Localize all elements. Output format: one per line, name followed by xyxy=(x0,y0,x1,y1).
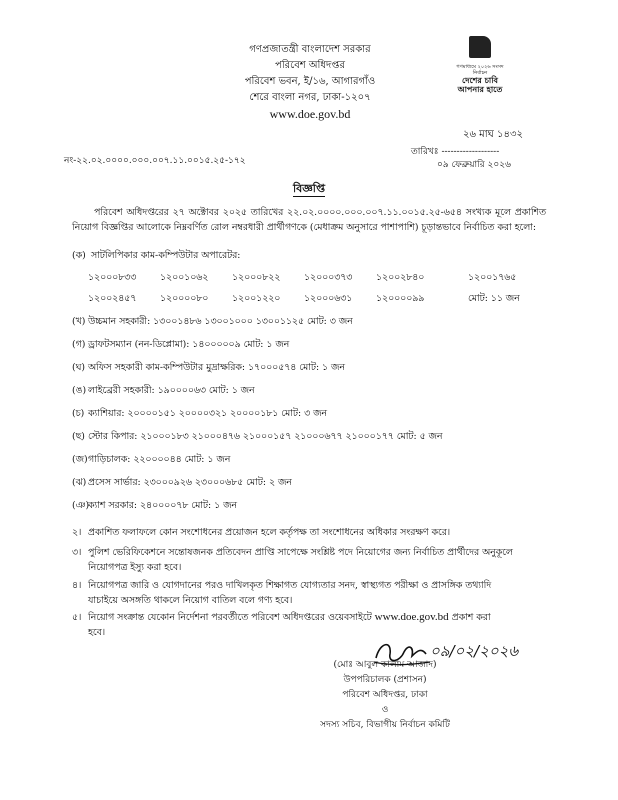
signatory-and: ও xyxy=(381,705,389,715)
signatory-office: পরিবেশ অধিদপ্তর, ঢাকা xyxy=(342,690,428,700)
address-line-2: শেরে বাংলা নগর, ঢাকা-১২০৭ xyxy=(249,92,371,103)
section-k-heading xyxy=(72,248,240,263)
signature-block xyxy=(320,658,450,733)
note-text: পুলিশ ভেরিফিকেশনে সন্তোষজনক প্রতিবেদন প্রাপ্তি সাপেক্ষে সংশ্লিষ্ট পদে নিয়োগের জন্য নির্বাচিত প্রার্থীদের অনুকূলে xyxy=(88,547,513,558)
signatory-role: সদস্য সচিব, বিভাগীয় নির্বাচন কমিটি xyxy=(320,720,450,730)
section-label: (ঘ) xyxy=(72,362,85,373)
logo-slogan-2: আপনার হাতে xyxy=(457,84,503,94)
roll-number: ১২০০০৮৩৩ xyxy=(88,272,137,283)
section-jha xyxy=(72,475,292,490)
date-bangla: ২৬ মাঘ ১৪৩২ xyxy=(463,129,523,140)
roll-number: ১২০০০০৯৯ xyxy=(376,293,425,304)
section-label: (ঝ) xyxy=(72,477,87,488)
notice-title-text: বিজ্ঞপ্তি xyxy=(293,182,325,195)
signature-date: ০৯/০২/২০২৬ xyxy=(430,642,519,660)
section-ga xyxy=(72,337,289,352)
roll-number: ১২০০০৮২২ xyxy=(232,272,281,283)
website-url: www.doe.gov.bd xyxy=(269,107,351,121)
note-text: প্রকাশিত ফলাফলে কোন সংশোধনের প্রয়োজন হলে কর্তৃপক্ষ তা সংশোধনের অধিকার সংরক্ষণ করে। xyxy=(88,527,451,538)
logo-small-text: গণমাধ্যমে ২০২৬ সংসদ নির্বাচন xyxy=(456,64,504,76)
section-text: লাইব্রেরী সহকারী: ১৯০০০০৬৩ মোট: ১ জন xyxy=(88,385,255,396)
section-text: স্টোর কিপার: ২১০০০১৮৩ ২১০০০৪৭৬ ২১০০০১৫৭ ২১০০০৬৭৭ ২১০০০১৭৭ মোট: ৫ জন xyxy=(88,431,443,442)
section-label: (ঙ) xyxy=(72,385,87,396)
roll-number: ১২০০২৪৫৭ xyxy=(88,293,137,304)
note-4 xyxy=(72,578,548,608)
department-name: পরিবেশ অধিদপ্তর xyxy=(275,60,345,71)
section-nio xyxy=(72,498,237,513)
note-text: নিয়োগ সংক্রান্ত যেকোন নির্দেশনা পরবর্তীতে পরিবেশ অধিদপ্তরের ওয়েবসাইটে xyxy=(88,612,372,623)
note-text-end: প্রকাশ করা xyxy=(451,612,491,623)
note-number: ৩। xyxy=(72,547,82,558)
section-text: ড্রাফটসম্যান (নন-ডিপ্লোমা): ১৪০০০০০৯ মোট: ১ জন xyxy=(88,339,290,350)
section-text: ক্যাশিয়ার: ২০০০০১৫১ ২০০০০৩২১ ২০০০০১৮১ মোট: ৩ জন xyxy=(88,408,327,419)
note-3 xyxy=(72,545,548,575)
election-logo xyxy=(452,36,508,106)
logo-slogan-1: দেশের চাবি xyxy=(462,75,498,85)
date-label: তারিখঃ ------------------- xyxy=(411,147,500,157)
section-ja xyxy=(72,452,230,467)
section-text: ক্যাশ সরকার: ২৪০০০০৭৮ মোট: ১ জন xyxy=(88,500,237,511)
note-number: ৫। xyxy=(72,612,82,623)
section-label: (গ) xyxy=(72,339,86,350)
section-text: গাড়িচালক: ২২০০০০৪৪ মোট: ১ জন xyxy=(88,454,231,465)
section-text: উচ্চমান সহকারী: ১৩০০১৪৮৬ ১৩০০১০০০ ১৩০০১১২৫ মোট: ৩ জন xyxy=(88,316,353,327)
section-umo xyxy=(72,383,255,398)
section-k-total: মোট: ১১ জন xyxy=(468,293,520,304)
note-website-url: www.doe.gov.bd xyxy=(374,611,449,623)
govt-name: গণপ্রজাতন্ত্রী বাংলাদেশ সরকার xyxy=(249,44,371,55)
ballot-icon xyxy=(469,36,491,58)
section-label: (ছ) xyxy=(72,431,85,442)
section-k-title: সাটলিপিকার কাম-কম্পিউটার অপারেটর: xyxy=(90,250,241,261)
section-label: (খ) xyxy=(72,316,86,327)
intro-paragraph: পরিবেশ অধিদপ্তরের ২৭ অক্টোবর ২০২৫ তারিখের ২২.০২.০০০০.০০০.০০৭.১১.০০১৫.২৫-৬৫৪ সংখ্যক মূলে প্রকাশিত নিয়োগ বিজ্ঞপ্তির আলোকে নিম্নবর্ণিত রোল নম্বরধারী প্রার্থীগণকে (মেধাক্রম অনুসারে পাশাপাশি) চূড়ান্তভাবে নির্বাচিত করা হলো: xyxy=(72,207,546,233)
section-label: (জ) xyxy=(72,454,88,465)
section-label: (চ) xyxy=(72,408,85,419)
section-kha xyxy=(72,314,353,329)
section-gha xyxy=(72,360,345,375)
note-text: নিয়োগপত্র জারি ও যোগদানের পরও দাখিলকৃত শিক্ষাগত যোগ্যতার সনদ, স্বাস্থ্যগত পরীক্ষা ও প্রাসঙ্গিক তথ্যাদি xyxy=(88,580,492,591)
note-continuation: হবে। xyxy=(88,627,106,638)
roll-number: ১২০০০৬৩১ xyxy=(304,293,353,304)
section-chha xyxy=(72,429,442,444)
date-gregorian: ০৯ ফেব্রুয়ারি ২০২৬ xyxy=(437,160,511,170)
signatory-name: (মোঃ আবুল কালাম আজাদ) xyxy=(333,660,437,670)
roll-number: ১২০০২৮৪০ xyxy=(376,272,425,283)
note-continuation: নিয়োগপত্র ইস্যু করা হবে। xyxy=(88,562,182,573)
roll-number: ১২০০১২২০ xyxy=(232,293,281,304)
roll-number: ১২০০১০৬২ xyxy=(160,272,209,283)
section-text: প্রসেস সার্ভার: ২৩০০০৯২৬ ২৩০০০৬৮৫ মোট: ২ জন xyxy=(88,477,292,488)
signatory-designation: উপপরিচালক (প্রশাসন) xyxy=(343,675,427,685)
section-text: অফিস সহকারী কাম-কম্পিউটার মুদ্রাক্ষরিক: ১৭০০০৫৭৪ মোট: ১ জন xyxy=(88,362,345,373)
address-line-1: পরিবেশ ভবন, ই/১৬, আগারগাঁও xyxy=(244,76,376,87)
letterhead xyxy=(200,42,420,122)
roll-number: ১২০০০০৮০ xyxy=(160,293,209,304)
note-2 xyxy=(72,525,548,540)
note-number: ৪। xyxy=(72,580,82,591)
note-number: ২। xyxy=(72,527,82,538)
section-cha xyxy=(72,406,327,421)
roll-number: ১২০০১৭৬৫ xyxy=(468,272,517,283)
section-label: (ঞ) xyxy=(72,500,90,511)
roll-number: ১২০০০৩৭৩ xyxy=(304,272,353,283)
note-continuation: যাচাইয়ে অসঙ্গতি থাকলে নিয়োগ বাতিল বলে গণ্য হবে। xyxy=(88,595,293,606)
notice-title xyxy=(0,180,618,199)
memo-number: নং-২২.০২.০০০০.০০০.০০৭.১১.০০১৫.২৫-১৭২ xyxy=(64,156,246,166)
section-k-label: (ক) xyxy=(72,250,86,261)
